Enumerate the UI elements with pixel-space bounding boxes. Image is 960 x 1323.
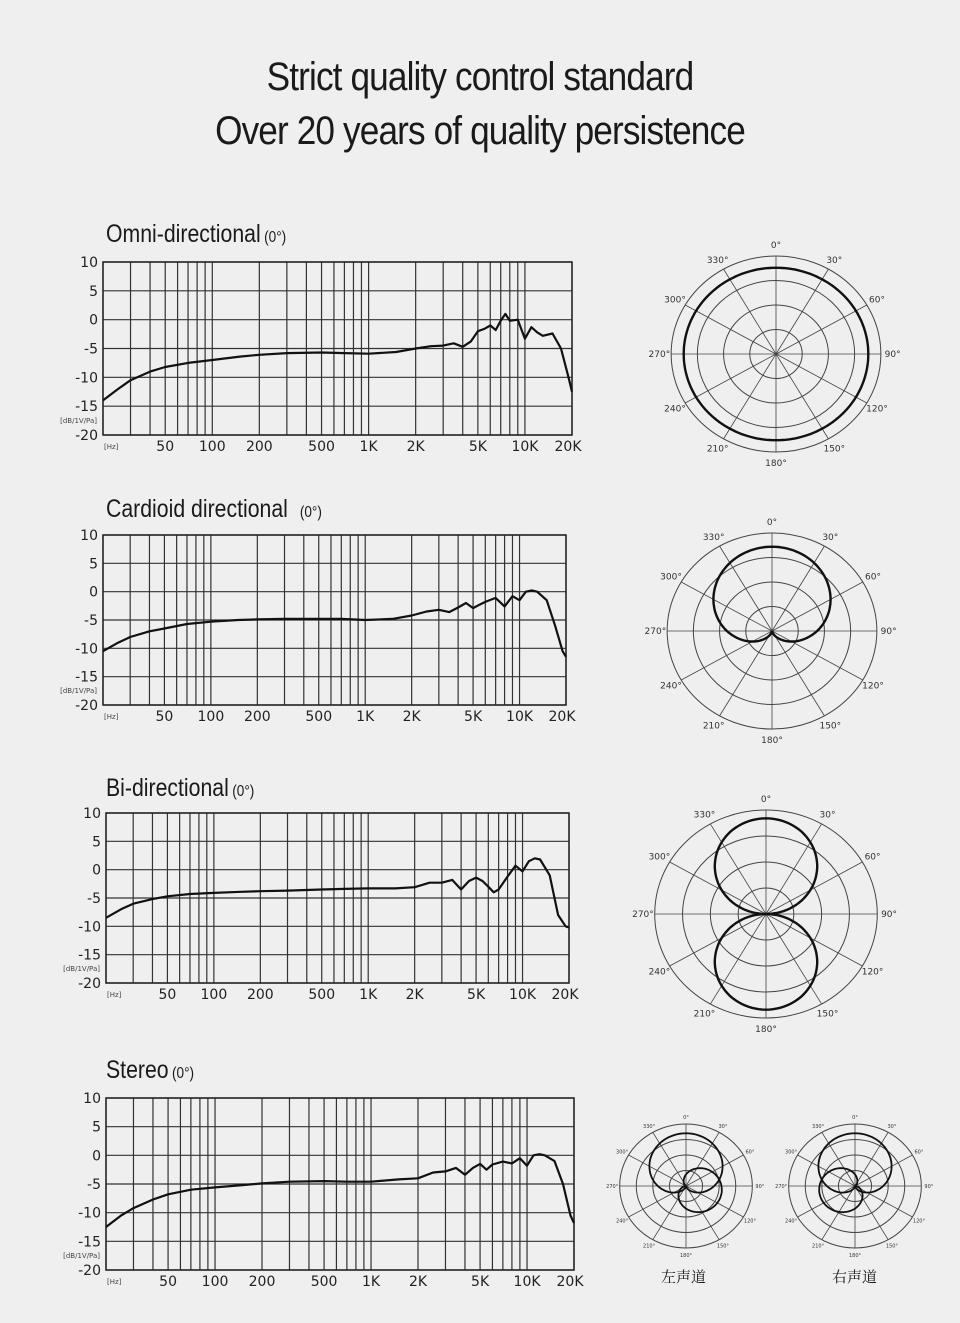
x-tick-label: 50	[159, 1274, 177, 1290]
x-unit-label: [Hz]	[104, 713, 119, 721]
x-tick-label: 100	[197, 709, 225, 725]
polar-angle-label: 120°	[912, 1218, 925, 1225]
polar-angle-label: 150°	[816, 1009, 839, 1020]
x-tick-label: 100	[201, 1274, 229, 1290]
polar-angle-label: 180°	[761, 736, 783, 747]
polar-angle-label: 210°	[812, 1243, 825, 1250]
y-tick-label: 5	[92, 834, 101, 851]
polar-angle-label: 90°	[880, 627, 897, 638]
x-tick-label: 10K	[506, 709, 534, 725]
polar-spoke	[766, 824, 822, 914]
y-tick-label: -20	[75, 698, 98, 714]
polar-plot-stereo-left	[606, 1115, 765, 1259]
polar-pattern-curve	[819, 1168, 862, 1212]
polar-angle-label: 270°	[606, 1183, 619, 1190]
y-tick-label: -5	[87, 891, 101, 907]
polar-angle-label: 240°	[648, 967, 671, 978]
polar-spoke	[685, 305, 776, 354]
polar-spoke	[855, 1155, 912, 1186]
frequency-chart-1	[60, 255, 582, 455]
x-tick-label: 10K	[513, 1274, 541, 1290]
y-tick-label: 5	[89, 283, 98, 300]
polar-spoke	[629, 1155, 686, 1186]
y-tick-label: -10	[78, 1205, 101, 1222]
polar-angle-label: 150°	[819, 721, 842, 732]
x-tick-label: 1K	[359, 439, 378, 455]
polar-spoke	[776, 354, 828, 439]
y-tick-label: -10	[75, 641, 98, 658]
polar-angle-label: 270°	[644, 627, 667, 638]
polar-angle-label: 120°	[743, 1218, 756, 1225]
header-line-1: Strict quality control standard	[266, 55, 694, 99]
polar-angle-label: 90°	[755, 1183, 765, 1190]
y-tick-label: -5	[84, 341, 98, 358]
y-tick-label: 0	[92, 1148, 101, 1165]
chart-title-bidirectional: Bi-directional (0°)	[106, 774, 255, 802]
y-tick-label: 5	[89, 556, 98, 573]
chart-title-cardioid: Cardioid directional (0°)	[106, 495, 322, 523]
x-tick-label: 2K	[402, 709, 421, 725]
polar-spoke	[720, 546, 772, 631]
polar-spoke	[766, 914, 822, 1004]
polar-plot-stereo-right	[775, 1115, 934, 1259]
polar-angle-label: 240°	[660, 681, 682, 692]
x-tick-label: 100	[198, 439, 226, 455]
chart-title-omni: Omni-directional (0°)	[106, 220, 287, 248]
polar-angle-label: 270°	[632, 910, 654, 921]
polar-angle-label: 330°	[693, 810, 716, 821]
polar-angle-label: 240°	[616, 1218, 629, 1225]
y-tick-label: 10	[83, 806, 101, 822]
polar-angle-label: 270°	[775, 1183, 788, 1190]
x-tick-label: 10K	[509, 987, 537, 1003]
polar-angle-label: 300°	[664, 295, 686, 306]
polar-angle-label: 330°	[702, 532, 725, 543]
polar-angle-label: 180°	[679, 1252, 693, 1259]
header-line-2: Over 20 years of quality persistence	[215, 109, 745, 153]
polar-spoke	[686, 1155, 743, 1186]
polar-angle-label: 30°	[826, 255, 843, 266]
polar-spoke	[653, 1186, 686, 1240]
polar-spoke	[822, 1132, 855, 1186]
x-tick-label: 500	[308, 439, 335, 455]
polar-angle-label: 0°	[770, 241, 782, 252]
x-tick-label: 500	[310, 1274, 338, 1290]
polar-angle-label: 180°	[765, 459, 787, 470]
x-tick-label: 200	[248, 1274, 276, 1290]
polar-angle-label: 0°	[852, 1114, 858, 1121]
polar-angle-label: 120°	[866, 404, 888, 415]
x-tick-label: 500	[308, 987, 336, 1003]
polar-spoke	[822, 1186, 855, 1240]
response-curve	[103, 591, 566, 657]
polar-angle-label: 60°	[865, 572, 881, 583]
polar-spoke	[772, 631, 824, 716]
polar-spoke	[710, 914, 766, 1004]
polar-spoke	[776, 269, 828, 354]
y-tick-label: 0	[89, 312, 98, 329]
response-curve	[106, 1154, 574, 1227]
polar-spoke	[629, 1186, 686, 1217]
polar-spoke	[766, 862, 862, 914]
polar-spoke	[653, 1132, 686, 1186]
right-channel-label: 右声道	[832, 1268, 878, 1286]
polar-angle-label: 240°	[785, 1218, 798, 1225]
polar-angle-label: 150°	[823, 444, 846, 455]
polar-angle-label: 180°	[848, 1252, 862, 1259]
y-tick-label: -20	[78, 1263, 101, 1279]
y-tick-label: -15	[78, 947, 101, 964]
x-tick-label: 5K	[467, 987, 486, 1003]
polar-spoke	[670, 914, 766, 966]
x-unit-label: [Hz]	[104, 443, 119, 451]
y-tick-label: 0	[89, 584, 98, 601]
polar-plot-cardioid	[645, 518, 897, 746]
polar-spoke	[772, 546, 824, 631]
y-unit-label: [dB/1V/Pa]	[60, 417, 97, 425]
y-tick-label: 10	[80, 255, 98, 271]
x-tick-label: 10K	[511, 439, 539, 455]
polar-spoke	[685, 354, 776, 403]
polar-angle-label: 180°	[755, 1025, 777, 1036]
polar-angle-label: 270°	[648, 350, 671, 361]
polar-angle-label: 0°	[760, 795, 772, 806]
polar-angle-label: 300°	[616, 1149, 629, 1156]
polar-angle-label: 30°	[887, 1123, 897, 1130]
polar-angle-label: 150°	[716, 1243, 729, 1250]
x-tick-label: 1K	[359, 987, 378, 1003]
polar-spoke	[681, 631, 772, 680]
polar-angle-label: 30°	[718, 1123, 728, 1130]
response-curve	[106, 858, 569, 927]
polar-angle-label: 330°	[643, 1123, 656, 1130]
polar-spoke	[855, 1186, 888, 1240]
polar-spoke	[724, 269, 776, 354]
x-tick-label: 100	[200, 987, 228, 1003]
x-tick-label: 50	[155, 709, 174, 725]
polar-spoke	[855, 1132, 888, 1186]
x-tick-label: 2K	[405, 987, 424, 1003]
left-channel-label: 左声道	[661, 1268, 707, 1286]
x-tick-label: 1K	[361, 1274, 381, 1290]
polar-plot-figure-8	[632, 795, 897, 1035]
x-tick-label: 2K	[408, 1274, 428, 1290]
y-tick-label: -15	[75, 669, 98, 686]
polar-angle-label: 300°	[785, 1149, 798, 1156]
polar-spoke	[855, 1186, 912, 1217]
y-tick-label: 10	[80, 528, 98, 544]
polar-angle-label: 210°	[706, 444, 729, 455]
polar-spoke	[681, 582, 772, 631]
x-tick-label: 5K	[471, 1274, 490, 1290]
x-tick-label: 1K	[356, 709, 375, 725]
y-unit-label: [dB/1V/Pa]	[63, 965, 100, 973]
polar-angle-label: 330°	[812, 1123, 825, 1130]
x-tick-label: 200	[245, 439, 273, 455]
y-tick-label: -10	[78, 919, 101, 936]
y-tick-label: -10	[75, 370, 98, 387]
polar-angle-label: 30°	[819, 810, 836, 821]
polar-angle-label: 240°	[664, 404, 686, 415]
polar-angle-label: 330°	[706, 255, 729, 266]
polar-angle-label: 60°	[869, 295, 885, 306]
y-tick-label: 5	[92, 1119, 101, 1136]
polar-spoke	[724, 354, 776, 439]
polar-angle-label: 90°	[924, 1183, 934, 1190]
x-tick-label: 50	[156, 439, 175, 455]
frequency-chart-4	[63, 1091, 584, 1290]
polar-spoke	[720, 631, 772, 716]
x-tick-label: 20K	[548, 709, 576, 725]
y-tick-label: -20	[75, 428, 98, 444]
x-unit-label: [Hz]	[107, 991, 122, 999]
x-tick-label: 5K	[464, 709, 483, 725]
polar-spoke	[710, 824, 766, 914]
x-tick-label: 500	[305, 709, 333, 725]
polar-spoke	[772, 582, 863, 631]
polar-spoke	[776, 354, 867, 403]
y-tick-label: -15	[78, 1234, 101, 1251]
y-tick-label: 10	[83, 1091, 101, 1107]
y-tick-label: -15	[75, 399, 98, 416]
polar-angle-label: 60°	[745, 1149, 755, 1156]
x-unit-label: [Hz]	[107, 1278, 122, 1286]
polar-spoke	[670, 862, 766, 914]
chart-title-stereo: Stereo (0°)	[106, 1056, 195, 1084]
polar-angle-label: 0°	[683, 1114, 689, 1121]
polar-spoke	[772, 631, 863, 680]
polar-angle-label: 210°	[643, 1243, 656, 1250]
x-tick-label: 200	[246, 987, 274, 1003]
polar-plot-omni	[649, 241, 901, 469]
x-tick-label: 200	[243, 709, 271, 725]
polar-angle-label: 150°	[885, 1243, 898, 1250]
polar-angle-label: 210°	[702, 721, 725, 732]
x-tick-label: 20K	[551, 987, 579, 1003]
polar-angle-label: 90°	[884, 350, 901, 361]
polar-angle-label: 120°	[861, 967, 884, 978]
x-tick-label: 5K	[468, 439, 487, 455]
polar-angle-label: 120°	[862, 681, 884, 692]
polar-angle-label: 210°	[693, 1009, 716, 1020]
polar-angle-label: 30°	[822, 532, 839, 543]
y-tick-label: -5	[84, 613, 98, 629]
response-curve	[103, 314, 572, 401]
frequency-chart-3	[63, 806, 579, 1003]
polar-spoke	[686, 1132, 719, 1186]
polar-angle-label: 300°	[660, 572, 682, 583]
y-tick-label: -5	[87, 1177, 101, 1193]
polar-angle-label: 90°	[881, 910, 898, 921]
polar-spoke	[798, 1155, 855, 1186]
polar-pattern-curve	[678, 1168, 721, 1212]
polar-spoke	[766, 914, 862, 966]
y-unit-label: [dB/1V/Pa]	[63, 1252, 100, 1260]
polar-spoke	[686, 1186, 719, 1240]
x-tick-label: 50	[158, 987, 177, 1003]
polar-angle-label: 300°	[648, 852, 671, 863]
polar-angle-label: 60°	[914, 1149, 924, 1156]
polar-angle-label: 0°	[766, 518, 778, 529]
polar-spoke	[776, 305, 867, 354]
polar-angle-label: 60°	[864, 852, 881, 863]
y-tick-label: -20	[78, 976, 101, 992]
y-tick-label: 0	[92, 862, 101, 879]
x-tick-label: 20K	[554, 439, 582, 455]
frequency-chart-2	[60, 528, 576, 725]
x-tick-label: 2K	[406, 439, 425, 455]
y-unit-label: [dB/1V/Pa]	[60, 687, 97, 695]
x-tick-label: 20K	[556, 1274, 584, 1290]
